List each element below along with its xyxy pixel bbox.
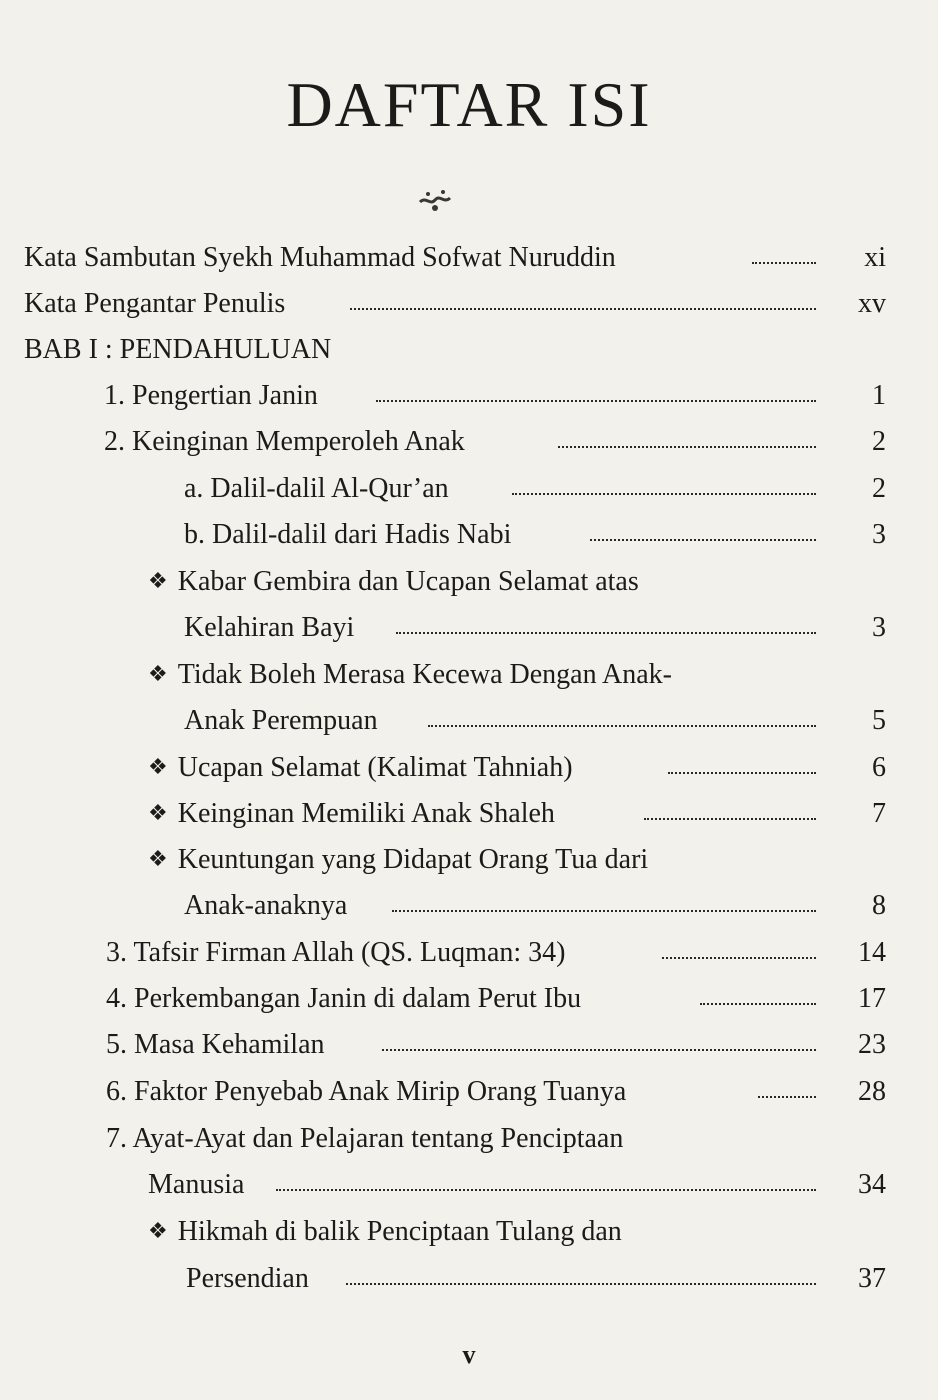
toc-label: Kata Sambutan Syekh Muhammad Sofwat Nuruddin [24, 242, 616, 273]
diamond-bullet-icon: ❖ [148, 568, 168, 593]
toc-page-number: 8 [872, 890, 886, 921]
toc-entry[interactable] [0, 701, 938, 741]
toc-leader [590, 539, 816, 541]
toc-entry[interactable] [0, 469, 938, 509]
toc-leader [276, 1189, 816, 1191]
toc-label: 7. Ayat-Ayat dan Pelajaran tentang Penciptaan [106, 1123, 624, 1154]
toc-page-number: 3 [872, 612, 886, 643]
toc-leader [558, 446, 816, 448]
diamond-bullet-icon: ❖ [148, 754, 168, 779]
diamond-bullet-icon: ❖ [148, 846, 168, 871]
toc-label: 4. Perkembangan Janin di dalam Perut Ibu [106, 983, 582, 1014]
toc-label: Hikmah di balik Penciptaan Tulang dan [177, 1216, 622, 1247]
toc-page-number: 14 [858, 937, 886, 968]
toc-entry[interactable] [0, 979, 938, 1019]
toc-page-number: 37 [858, 1263, 886, 1294]
toc-page-number: 3 [872, 519, 886, 550]
toc-entry[interactable] [0, 886, 938, 926]
toc-label: 2. Keinginan Memperoleh Anak [104, 426, 465, 457]
toc-entry[interactable] [0, 1025, 938, 1065]
toc-label: 1. Pengertian Janin [104, 380, 318, 411]
toc-leader [644, 818, 816, 820]
toc-entry[interactable] [0, 933, 938, 973]
ornament-icon [418, 188, 452, 214]
toc-label: Tidak Boleh Merasa Kecewa Dengan Anak- [177, 659, 672, 690]
toc-leader [382, 1049, 816, 1051]
toc-page-number: 2 [872, 473, 886, 504]
toc-page-number: 34 [858, 1169, 886, 1200]
toc-page-number: 2 [872, 426, 886, 457]
toc-label: Ucapan Selamat (Kalimat Tahniah) [177, 752, 573, 783]
toc-page-number: xi [864, 242, 886, 273]
page-number: v [462, 1340, 476, 1369]
toc-entry[interactable] [0, 1119, 938, 1159]
toc-label: a. Dalil-dalil Al-Qur’an [184, 473, 449, 504]
toc-label: Keinginan Memiliki Anak Shaleh [177, 798, 555, 829]
toc-label: Anak Perempuan [184, 705, 378, 736]
toc-chapter-heading [0, 330, 938, 370]
toc-entry[interactable] [0, 422, 938, 462]
toc-entry[interactable] [0, 840, 938, 880]
toc-page-number: 23 [858, 1029, 886, 1060]
diamond-bullet-icon: ❖ [148, 800, 168, 825]
toc-entry[interactable] [0, 748, 938, 788]
toc-leader [700, 1003, 816, 1005]
toc-leader [512, 493, 816, 495]
toc-label: Kata Pengantar Penulis [24, 288, 286, 319]
toc-leader [662, 957, 816, 959]
toc-label: Persendian [186, 1263, 309, 1294]
toc-leader [392, 910, 816, 912]
toc-leader [428, 725, 816, 727]
toc-label: Kelahiran Bayi [184, 612, 355, 643]
toc-label: Manusia [148, 1169, 245, 1200]
toc-label: Kabar Gembira dan Ucapan Selamat atas [177, 566, 639, 597]
diamond-bullet-icon: ❖ [148, 661, 168, 686]
toc-label: Keuntungan yang Didapat Orang Tua dari [177, 844, 649, 875]
toc-entry[interactable] [0, 284, 938, 324]
toc-leader [346, 1283, 816, 1285]
toc-label: 3. Tafsir Firman Allah (QS. Luqman: 34) [106, 937, 566, 968]
toc-page-number: xv [858, 288, 886, 319]
toc-entry[interactable] [0, 1165, 938, 1205]
toc-entry[interactable] [0, 515, 938, 555]
toc-page-number: 17 [858, 983, 886, 1014]
toc-entry[interactable] [0, 376, 938, 416]
toc-label: Anak-anaknya [184, 890, 348, 921]
toc-page-number: 7 [872, 798, 886, 829]
toc-entry[interactable] [0, 562, 938, 602]
toc-entry[interactable] [0, 1212, 938, 1252]
toc-leader [758, 1096, 816, 1098]
toc-entry[interactable] [0, 1259, 938, 1299]
toc-leader [752, 262, 816, 264]
toc-page-number: 28 [858, 1076, 886, 1107]
toc-leader [350, 308, 816, 310]
toc-page-number: 6 [872, 752, 886, 783]
toc-leader [668, 772, 816, 774]
toc-label: b. Dalil-dalil dari Hadis Nabi [184, 519, 512, 550]
toc-entry[interactable] [0, 238, 938, 278]
toc-entry[interactable] [0, 608, 938, 648]
toc-page-number: 5 [872, 705, 886, 736]
toc-entry[interactable] [0, 794, 938, 834]
toc-page-number: 1 [872, 380, 886, 411]
toc-entry[interactable] [0, 655, 938, 695]
toc-entry[interactable] [0, 1072, 938, 1112]
page-title: DAFTAR ISI [286, 69, 652, 140]
toc-label: BAB I : PENDAHULUAN [24, 334, 332, 365]
toc-leader [376, 400, 816, 402]
toc-leader [396, 632, 816, 634]
toc-label: 5. Masa Kehamilan [106, 1029, 325, 1060]
diamond-bullet-icon: ❖ [148, 1218, 168, 1243]
toc-label: 6. Faktor Penyebab Anak Mirip Orang Tuanya [106, 1076, 627, 1107]
